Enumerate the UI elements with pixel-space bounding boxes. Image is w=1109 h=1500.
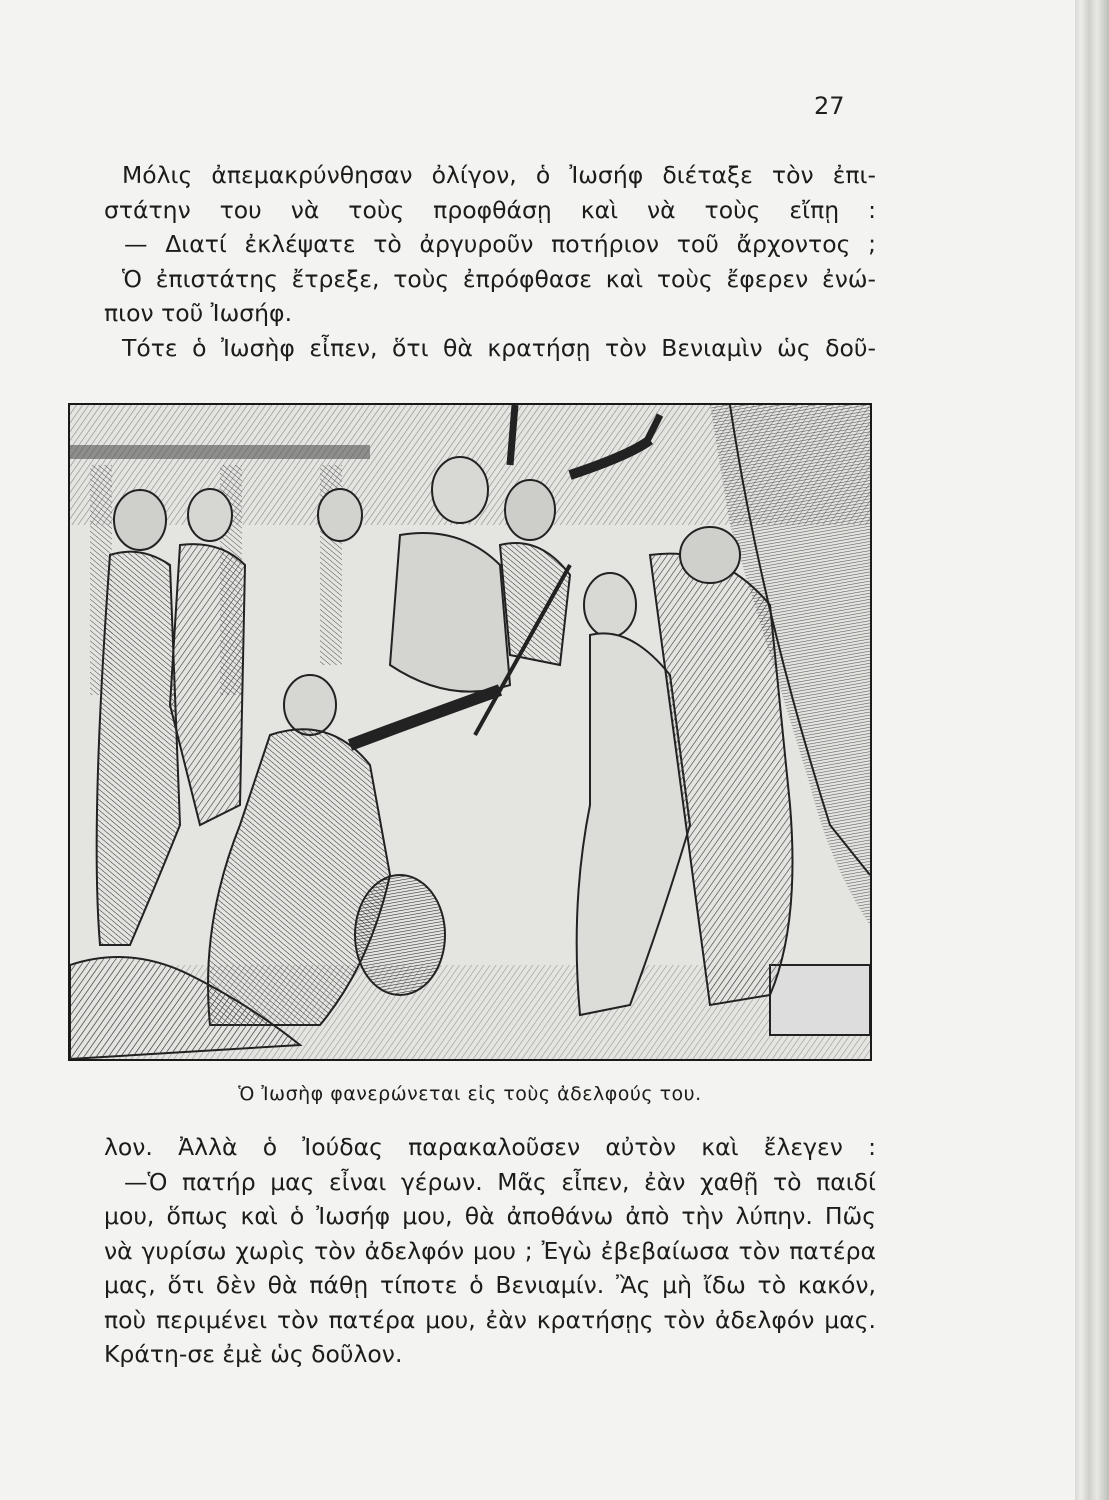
- text-line: νὰ γυρίσω χωρὶς τὸν ἀδελφόν μου ; Ἐγὼ ἐβεβαίωσα τὸν πατέρα: [104, 1236, 876, 1265]
- page-edge: [1075, 0, 1109, 1500]
- text-line: στάτην του νὰ τοὺς προφθάσῃ καὶ νὰ τοὺς εἴπῃ :: [104, 195, 876, 224]
- text-line: ποὺ περιμένει τὸν πατέρα μου, ἐὰν κρατήσῃς τὸν ἀδελφόν μας.: [104, 1305, 876, 1334]
- text-line: μας, ὅτι δὲν θὰ πάθῃ τίποτε ὁ Βενιαμίν. Ἂς μὴ ἴδω τὸ κακόν,: [104, 1271, 876, 1299]
- engraving-drawing: [70, 405, 870, 1059]
- page-number: 27: [814, 92, 845, 120]
- text-block-top: [104, 158, 876, 365]
- text-line: —Ὁ πατήρ μας εἶναι γέρων. Μᾶς εἶπεν, ἐὰν χαθῇ τὸ παιδί: [124, 1167, 876, 1196]
- text-line: Μόλις ἀπεμακρύνθησαν ὀλίγον, ὁ Ἰωσήφ διέταξε τὸν ἐπι-: [122, 161, 876, 189]
- illustration-caption: Ὁ Ἰωσὴφ φανερώνεται εἰς τοὺς ἀδελφούς του.: [238, 1083, 702, 1105]
- text-block-bottom: [104, 1130, 876, 1372]
- text-line: πιον τοῦ Ἰωσήφ.: [104, 299, 293, 327]
- text-line: Τότε ὁ Ἰωσὴφ εἶπεν, ὅτι θὰ κρατήσῃ τὸν Βενιαμὶν ὡς δοῦ-: [122, 333, 876, 362]
- text-line: μου, ὅπως καὶ ὁ Ἰωσήφ μου, θὰ ἀποθάνω ἀπὸ τὴν λύπην. Πῶς: [104, 1202, 876, 1230]
- text-line: — Διατί ἐκλέψατε τὸ ἀργυροῦν ποτήριον τοῦ ἄρχοντος ;: [124, 230, 876, 258]
- text-line: Κράτη-σε ἐμὲ ὡς δοῦλον.: [104, 1340, 403, 1368]
- text-line: λον. Ἀλλὰ ὁ Ἰούδας παρακαλοῦσεν αὐτὸν καὶ ἔλεγεν :: [104, 1133, 876, 1161]
- text-line: Ὁ ἐπιστάτης ἔτρεξε, τοὺς ἐπρόφθασε καὶ τοὺς ἔφερεν ἐνώ-: [122, 264, 876, 293]
- engraving-illustration: [68, 403, 872, 1061]
